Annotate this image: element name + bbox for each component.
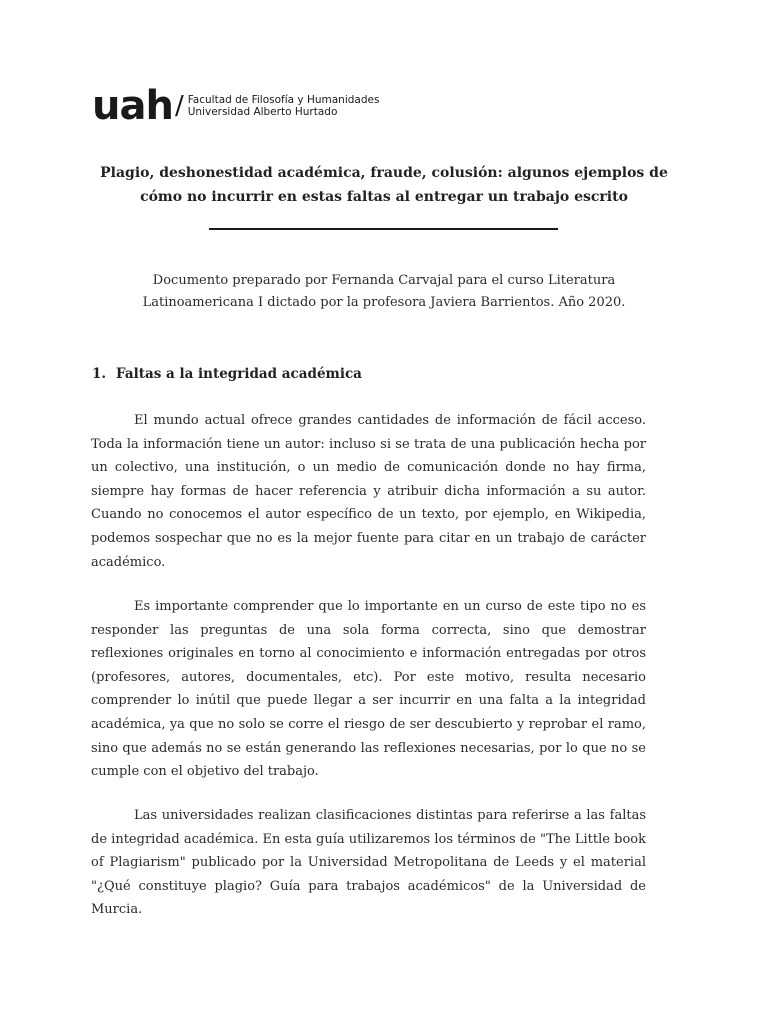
body-paragraph: El mundo actual ofrece grandes cantidades de información de fácil acceso. Toda la información tiene un autor: incluso si se trata de una publicación hecha por un colectivo, una institución, o un medio de comunicación donde no hay firma, siempre hay formas de hacer referencia y atribuir dicha información a su autor. Cuando no conocemos el autor específico de un texto, por ejemplo, en Wikipedia, podemos sospechar que no es la mejor fuente para citar en un trabajo de carácter académico. — [91, 413, 646, 570]
document-credit: Documento preparado por Fernanda Carvajal para el curso Literatura Latinoamericana I dictado por la profesora Javiera Barrientos. Año 2020. — [142, 273, 626, 310]
document-title: Plagio, deshonestidad académica, fraude, colusión: algunos ejemplos de cómo no incurrir en estas faltas al entregar un trabajo escrito — [100, 165, 668, 205]
logo-slash: / — [174, 91, 184, 121]
title-divider — [209, 228, 558, 230]
logo-mark: uah — [92, 83, 173, 129]
university-name: Universidad Alberto Hurtado — [187, 106, 338, 118]
university-logo — [92, 83, 380, 129]
section-title: Faltas a la integridad académica — [116, 366, 362, 382]
section-number: 1. — [92, 366, 107, 382]
logo-text — [188, 94, 380, 118]
section-heading — [92, 363, 362, 385]
body-paragraph: Las universidades realizan clasificaciones distintas para referirse a las faltas de integridad académica. En esta guía utilizaremos los términos de "The Little book of Plagiarism" publicado por la Universidad Metropolitana de Leeds y el material "¿Qué constituye plagio? Guía para trabajos académicos" de la Universidad de Murcia. — [91, 808, 646, 918]
faculty-name: Facultad de Filosofía y Humanidades — [187, 94, 380, 106]
body-paragraph: Es importante comprender que lo importante en un curso de este tipo no es responder las preguntas de una sola forma correcta, sino que demostrar reflexiones originales en torno al conocimiento e información entregadas por otros (profesores, autores, documentales, etc). Por este motivo, resulta necesario comprender lo inútil que puede llegar a ser incurrir en una falta a la integridad académica, ya que no solo se corre el riesgo de ser descubierto y reprobar el ramo, sino que además no se están generando las reflexiones necesarias, por lo que no se cumple con el objetivo del trabajo. — [91, 599, 646, 780]
